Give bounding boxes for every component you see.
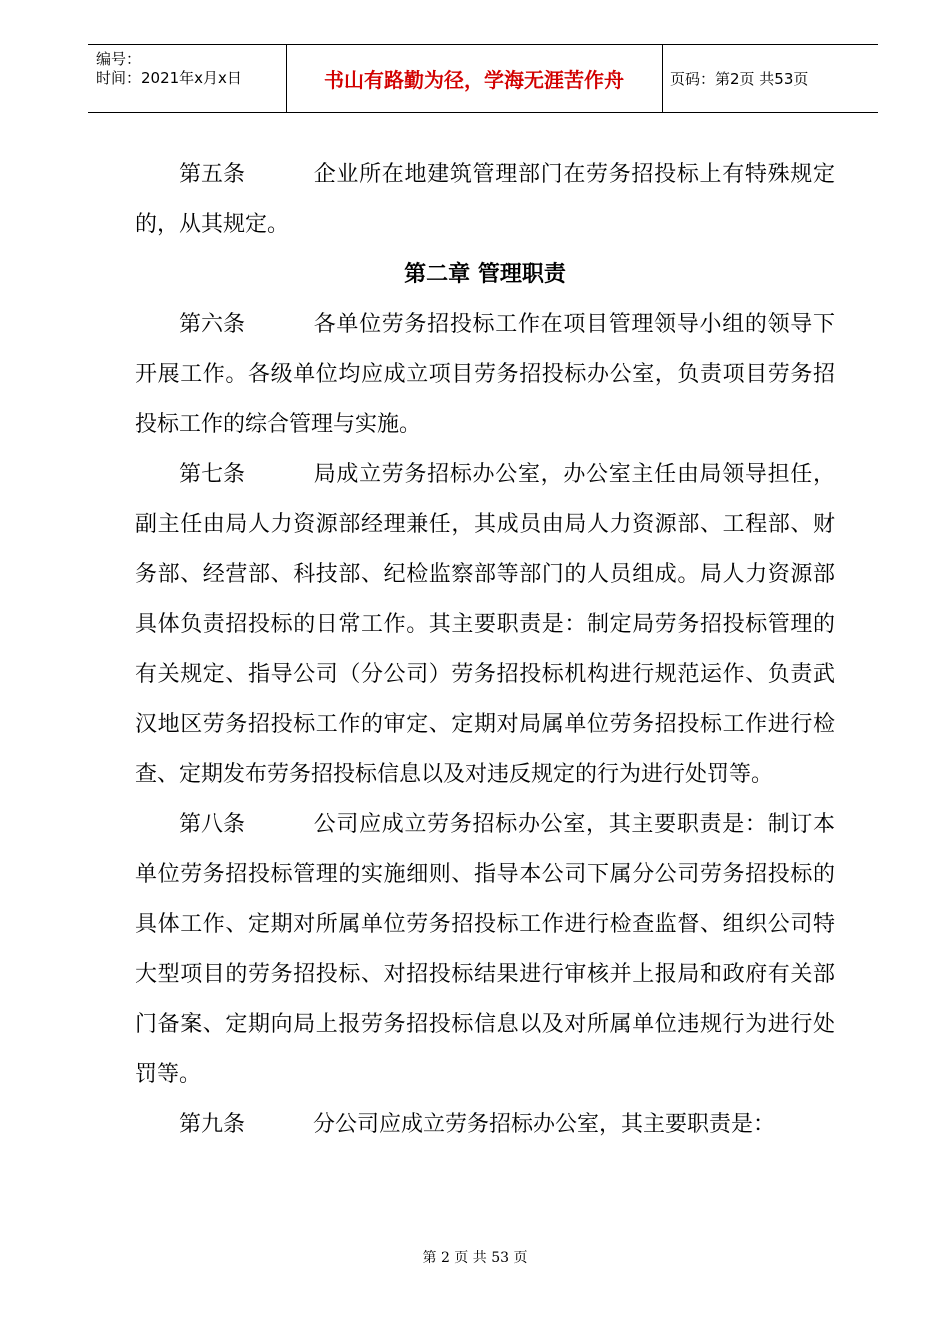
article-5 — [135, 150, 835, 250]
document-number-label: 编号： — [96, 50, 142, 68]
article-9 — [135, 1100, 835, 1150]
article-8 — [135, 800, 835, 1100]
document-header — [88, 44, 878, 113]
document-body — [135, 150, 835, 1150]
article-text: 局成立劳务招标办公室，办公室主任由局领导担任，副主任由局人力资源部经理兼任，其成员由局人力资源部、工程部、财务部、经营部、科技部、纪检监察部等部门的人员组成。局人力资源部具体负责招投标的日常工作。其主要职责是：制定局劳务招投标管理的有关规定、指导公司（分公司）劳务招投标机构进行规范运作、负责武汉地区劳务招投标工作的审定、定期对局属单位劳务招投标工作进行检查、定期发布劳务招投标信息以及对违反规定的行为进行处罚等。 — [135, 462, 835, 787]
article-text: 公司应成立劳务招标办公室，其主要职责是：制订本单位劳务招投标管理的实施细则、指导本公司下属分公司劳务招投标的具体工作、定期对所属单位劳务招投标工作进行检查监督、组织公司特大型项目的劳务招投标、对招投标结果进行审核并上报局和政府有关部门备案、定期向局上报劳务招投标信息以及对所属单位违规行为进行处罚等。 — [135, 812, 835, 1087]
article-7 — [135, 450, 835, 800]
article-label: 第六条 — [179, 312, 246, 337]
header-motto: 书山有路勤为径，学海无涯苦作舟 — [324, 68, 624, 92]
article-label: 第八条 — [179, 812, 246, 837]
page-footer: 第 2 页 共 53 页 — [422, 1250, 528, 1266]
article-label: 第五条 — [179, 162, 246, 187]
header-page-info: 页码：第2页 共53页 — [670, 70, 809, 88]
article-6 — [135, 300, 835, 450]
document-time-label: 时间：2021年x月x日 — [96, 69, 242, 87]
header-divider — [662, 44, 663, 113]
article-label: 第九条 — [179, 1112, 246, 1137]
article-text: 各单位劳务招投标工作在项目管理领导小组的领导下开展工作。各级单位均应成立项目劳务招投标办公室，负责项目劳务招投标工作的综合管理与实施。 — [135, 312, 835, 437]
article-text: 企业所在地建筑管理部门在劳务招投标上有特殊规定的，从其规定。 — [135, 162, 835, 237]
chapter-title: 第二章 管理职责 — [404, 262, 566, 287]
header-meta — [96, 50, 281, 88]
article-label: 第七条 — [179, 462, 246, 487]
article-text: 分公司应成立劳务招标办公室，其主要职责是： — [313, 1112, 776, 1137]
